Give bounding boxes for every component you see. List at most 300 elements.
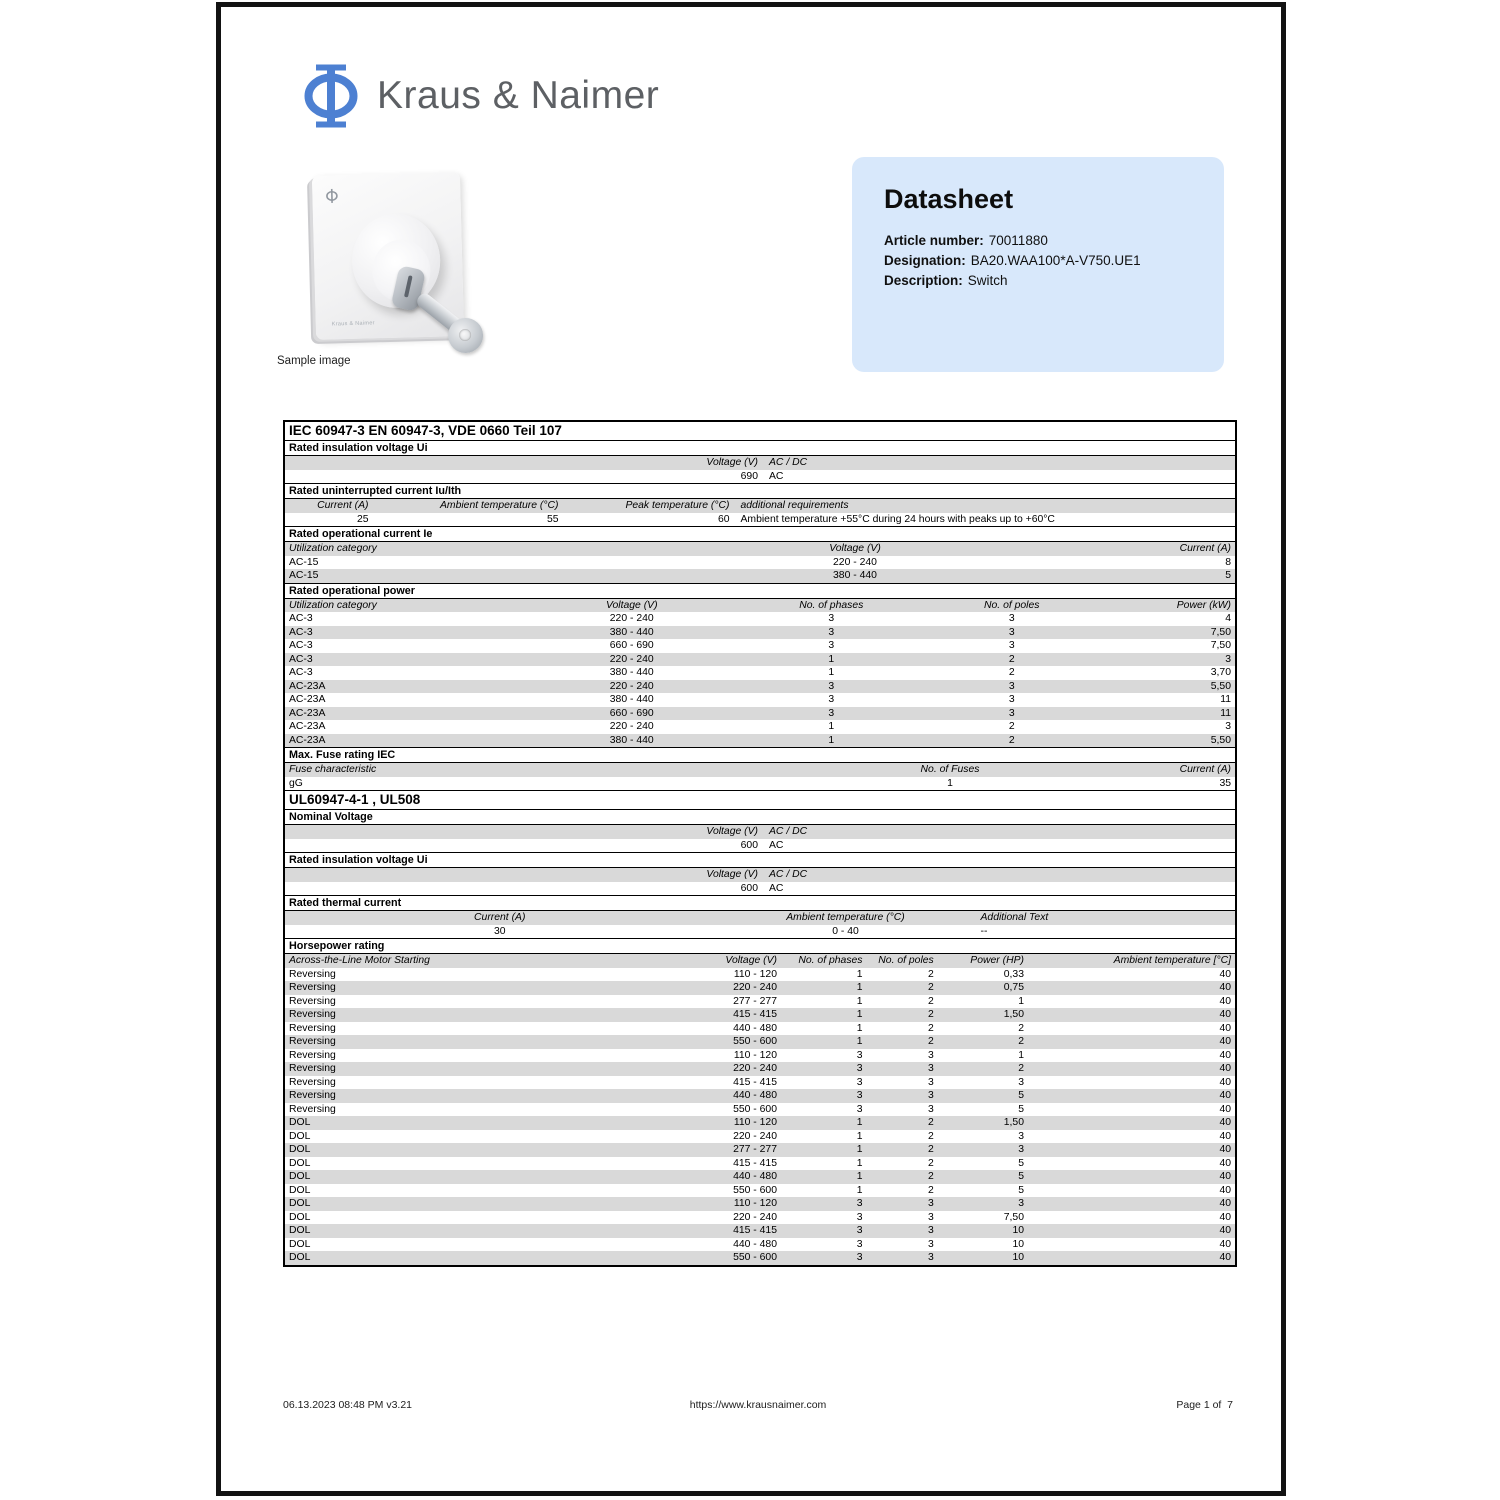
table-cell: 1: [856, 1184, 863, 1196]
table-cell: 2: [1008, 653, 1015, 665]
table-cell: Reversing: [289, 982, 336, 993]
table-row: [285, 882, 1235, 896]
table-cell: 1: [856, 968, 863, 980]
table-cell: 40: [1219, 1103, 1231, 1115]
table-row: [285, 995, 1235, 1009]
table-row: [285, 1211, 1235, 1225]
table-cell: 440 - 480: [733, 1090, 777, 1101]
table-cell: AC-15: [289, 570, 319, 581]
table-cell: 2: [927, 1009, 934, 1020]
table-cell: 3: [1018, 1198, 1024, 1209]
plate-brand-text: Kraus & Naimer: [331, 320, 375, 328]
table-cell: 220 - 240: [733, 1211, 777, 1223]
table-cell: 3: [1008, 613, 1015, 624]
table-cell: No. of phases: [799, 599, 864, 611]
table-cell: Reversing: [289, 1049, 336, 1061]
table-cell: 0,33: [1003, 968, 1024, 980]
table-row: [285, 720, 1235, 734]
table-cell: 1: [856, 1009, 863, 1020]
table-cell: 40: [1219, 1252, 1231, 1263]
table-cell: Reversing: [289, 995, 336, 1007]
table-cell: DOL: [289, 1130, 311, 1142]
table-row: [285, 1157, 1235, 1171]
document-page: [216, 2, 1286, 1496]
designation-value: BA20.WAA100*A-V750.UE1: [970, 253, 1141, 268]
table-cell: Voltage (V): [706, 457, 758, 468]
table-cell: AC-3: [289, 640, 313, 651]
table-row: [285, 556, 1235, 570]
datasheet-title: Datasheet: [884, 184, 1014, 214]
table-cell: 4: [1225, 613, 1231, 624]
table-cell: gG: [289, 777, 303, 789]
table-cell: 600: [740, 839, 758, 851]
table-cell: 550 - 600: [733, 1036, 777, 1047]
table-cell: DOL: [289, 1171, 311, 1182]
table-cell: No. of poles: [878, 955, 934, 966]
table-cell: 3: [856, 1211, 863, 1223]
table-cell: 40: [1219, 1198, 1231, 1209]
kraus-naimer-phi-icon: [303, 63, 359, 129]
table-cell: 5,50: [1210, 680, 1231, 692]
product-photo: [302, 168, 474, 354]
footer-page-number: Page 1 of 7: [1176, 1399, 1234, 1411]
table-cell: 550 - 600: [733, 1184, 777, 1196]
table-cell: 110 - 120: [733, 1198, 777, 1209]
table-cell: 3: [856, 1103, 863, 1115]
table-cell: AC-23A: [289, 721, 326, 732]
table-cell: 7,50: [1210, 640, 1231, 651]
table-section-title: Rated insulation voltage Ui: [285, 852, 1235, 868]
table-cell: AC / DC: [769, 826, 808, 837]
table-cell: AC-15: [289, 556, 319, 568]
table-cell: Power (HP): [970, 955, 1024, 966]
table-row: [285, 968, 1235, 982]
table-cell: AC-3: [289, 626, 313, 638]
table-cell: 2: [927, 1022, 934, 1034]
table-cell: Additional Text: [980, 912, 1049, 923]
table-row: [285, 707, 1235, 721]
table-row: [285, 1197, 1235, 1211]
table-row: [285, 693, 1235, 707]
table-cell: 40: [1219, 1090, 1231, 1101]
table-cell: 40: [1219, 1184, 1231, 1196]
table-cell: No. of Fuses: [920, 764, 980, 775]
table-cell: DOL: [289, 1238, 311, 1250]
table-row: [285, 1143, 1235, 1157]
table-cell: 3: [927, 1198, 934, 1209]
table-row: [285, 666, 1235, 680]
table-cell: 1,50: [1003, 1009, 1024, 1020]
table-cell: AC / DC: [769, 457, 808, 468]
table-cell: 3: [927, 1049, 934, 1061]
table-row: [285, 734, 1235, 748]
table-cell: 550 - 600: [733, 1252, 777, 1263]
table-row: [285, 1130, 1235, 1144]
table-cell: 1: [856, 1022, 863, 1034]
table-cell: 25: [356, 513, 369, 525]
table-cell: 415 - 415: [733, 1076, 777, 1088]
table-section-title: Rated operational current Ie: [285, 526, 1235, 542]
table-cell: 40: [1219, 1022, 1231, 1034]
key-head: [448, 318, 484, 354]
table-group-title: IEC 60947-3 EN 60947-3, VDE 0660 Teil 107: [285, 422, 1235, 441]
table-cell: 550 - 600: [733, 1103, 777, 1115]
table-row: [285, 612, 1235, 626]
table-cell: 2: [927, 982, 934, 993]
table-cell: AC-23A: [289, 694, 326, 705]
table-row: [285, 1035, 1235, 1049]
description-value: Switch: [967, 273, 1008, 288]
table-cell: 40: [1219, 1225, 1231, 1236]
table-cell: Reversing: [289, 1036, 336, 1047]
table-cell: 1: [828, 734, 835, 746]
table-cell: 415 - 415: [733, 1157, 777, 1169]
table-cell: Peak temperature (°C): [625, 500, 730, 511]
table-cell: 1: [856, 1144, 863, 1155]
table-cell: DOL: [289, 1184, 311, 1196]
table-cell: 40: [1219, 1036, 1231, 1047]
table-cell: 3: [927, 1225, 934, 1236]
table-cell: 3,70: [1210, 667, 1231, 678]
table-header-row: [285, 456, 1235, 470]
table-cell: Voltage (V): [706, 826, 758, 837]
table-cell: DOL: [289, 1157, 311, 1169]
table-row: [285, 1022, 1235, 1036]
table-header-row: [285, 825, 1235, 839]
table-cell: 3: [828, 613, 835, 624]
table-cell: Ambient temperature (°C): [440, 500, 559, 511]
table-cell: 40: [1219, 1238, 1231, 1250]
table-row: [285, 470, 1235, 484]
table-cell: 380 - 440: [609, 694, 654, 705]
table-cell: 380 - 440: [609, 667, 654, 678]
brand-logo: [303, 63, 659, 129]
table-cell: 2: [1008, 721, 1015, 732]
table-cell: Voltage (V): [725, 955, 777, 966]
table-row: [285, 680, 1235, 694]
table-cell: AC: [769, 470, 784, 482]
table-cell: Current (A): [1179, 764, 1231, 775]
brand-name: Kraus & Naimer: [377, 74, 660, 117]
table-cell: 3: [828, 694, 835, 705]
table-cell: 1: [947, 777, 953, 789]
table-cell: 3: [927, 1063, 934, 1074]
table-cell: AC-3: [289, 653, 313, 665]
page-footer: [283, 1399, 1233, 1411]
table-cell: 40: [1219, 1130, 1231, 1142]
table-cell: 2: [1018, 1063, 1024, 1074]
table-cell: DOL: [289, 1117, 311, 1128]
table-cell: 3: [828, 626, 835, 638]
table-cell: 380 - 440: [609, 734, 654, 746]
table-cell: 220 - 240: [609, 613, 654, 624]
table-cell: 220 - 240: [733, 982, 777, 993]
table-cell: 3: [1008, 626, 1015, 638]
table-cell: 220 - 240: [609, 721, 654, 732]
table-group-title: UL60947-4-1 , UL508: [285, 790, 1235, 810]
table-cell: 600: [740, 882, 758, 894]
table-cell: 60: [717, 513, 730, 525]
table-cell: 3: [927, 1211, 934, 1223]
table-cell: 415 - 415: [733, 1225, 777, 1236]
table-cell: 1: [856, 1036, 863, 1047]
table-cell: Utilization category: [289, 543, 377, 554]
table-row: [285, 1251, 1235, 1265]
table-cell: 3: [856, 1238, 863, 1250]
table-row: [285, 981, 1235, 995]
table-cell: 40: [1219, 1009, 1231, 1020]
table-section-title: Rated insulation voltage Ui: [285, 441, 1235, 456]
table-cell: 40: [1219, 1117, 1231, 1128]
article-number-label: Article number:: [884, 233, 984, 248]
table-cell: additional requirements: [740, 500, 849, 511]
table-cell: 40: [1219, 1063, 1231, 1074]
table-header-row: [285, 499, 1235, 513]
table-cell: Current (A): [1179, 543, 1231, 554]
table-section-title: Rated operational power: [285, 583, 1235, 599]
table-cell: 3: [856, 1252, 863, 1263]
table-row: [285, 839, 1235, 853]
table-cell: 5,50: [1210, 734, 1231, 746]
table-cell: 40: [1219, 1076, 1231, 1088]
table-cell: Power (kW): [1176, 599, 1231, 611]
table-cell: 1: [856, 1157, 863, 1169]
table-row: [285, 1116, 1235, 1130]
table-row: [285, 925, 1235, 939]
table-cell: 2: [927, 1157, 934, 1169]
table-cell: 11: [1220, 707, 1231, 719]
table-cell: 415 - 415: [733, 1009, 777, 1020]
table-cell: 3: [828, 707, 835, 719]
table-cell: 40: [1219, 1144, 1231, 1155]
table-cell: No. of phases: [798, 955, 863, 966]
table-cell: Current (A): [474, 912, 526, 923]
table-cell: 440 - 480: [733, 1022, 777, 1034]
table-cell: Reversing: [289, 1103, 336, 1115]
table-cell: 690: [740, 470, 758, 482]
table-cell: 3: [1225, 653, 1231, 665]
table-row: [285, 1076, 1235, 1090]
table-cell: 7,50: [1003, 1211, 1024, 1223]
table-cell: 40: [1219, 968, 1231, 980]
table-cell: Reversing: [289, 1090, 336, 1101]
table-cell: 3: [856, 1090, 863, 1101]
table-cell: 3: [927, 1090, 934, 1101]
table-row: [285, 513, 1235, 527]
table-cell: AC-23A: [289, 707, 326, 719]
table-cell: 5: [1018, 1090, 1024, 1101]
footer-timestamp: 06.13.2023 08:48 PM v3.21: [283, 1399, 413, 1411]
table-cell: Voltage (V): [605, 599, 658, 611]
table-header-row: [285, 763, 1235, 777]
table-cell: AC-23A: [289, 680, 326, 692]
table-cell: 3: [1008, 640, 1015, 651]
table-cell: 3: [856, 1049, 863, 1061]
table-header-row: [285, 868, 1235, 882]
description-row: [884, 271, 1204, 291]
datasheet-card: [852, 157, 1224, 372]
table-cell: 40: [1219, 1211, 1231, 1223]
table-cell: 5: [1018, 1184, 1024, 1196]
plate-phi-icon: [325, 188, 338, 203]
table-cell: Reversing: [289, 1063, 336, 1074]
table-cell: Reversing: [289, 1009, 336, 1020]
table-cell: 110 - 120: [733, 1049, 777, 1061]
table-cell: 3: [1008, 707, 1015, 719]
table-cell: DOL: [289, 1225, 311, 1236]
table-row: [285, 1062, 1235, 1076]
table-cell: 3: [927, 1076, 934, 1088]
table-cell: Ambient temperature [°C]: [1113, 955, 1231, 966]
table-cell: 1: [828, 667, 835, 678]
table-cell: 3: [856, 1225, 863, 1236]
table-cell: 2: [927, 1171, 934, 1182]
table-cell: Ambient temperature (°C): [786, 912, 905, 923]
table-cell: 40: [1219, 982, 1231, 993]
table-cell: 380 - 440: [833, 570, 877, 581]
table-cell: --: [980, 925, 988, 937]
table-cell: 3: [856, 1198, 863, 1209]
table-cell: 3: [927, 1103, 934, 1115]
table-cell: 5: [1018, 1171, 1024, 1182]
table-cell: 5: [1018, 1103, 1024, 1115]
table-cell: Fuse characteristic: [289, 764, 377, 775]
table-cell: 1: [856, 995, 863, 1007]
table-cell: Reversing: [289, 1022, 336, 1034]
table-cell: 3: [1225, 721, 1231, 732]
table-cell: Reversing: [289, 1076, 336, 1088]
table-section-title: Max. Fuse rating IEC: [285, 747, 1235, 763]
table-cell: 0 - 40: [832, 925, 859, 937]
table-cell: AC-23A: [289, 734, 326, 746]
table-cell: 1: [856, 1130, 863, 1142]
table-cell: 0,75: [1003, 982, 1024, 993]
table-cell: 110 - 120: [733, 968, 777, 980]
switch-plate: [312, 172, 464, 340]
table-row: [285, 639, 1235, 653]
table-cell: 40: [1219, 1171, 1231, 1182]
table-cell: 2: [927, 968, 934, 980]
table-cell: 3: [1008, 694, 1015, 705]
table-header-row: [285, 911, 1235, 925]
table-header-row: [285, 954, 1235, 968]
table-cell: 660 - 690: [609, 707, 654, 719]
table-cell: Ambient temperature +55°C during 24 hours with peaks up to +60°C: [740, 513, 1055, 525]
table-cell: 3: [828, 680, 835, 692]
table-row: [285, 569, 1235, 583]
table-cell: 1: [828, 721, 835, 732]
table-cell: 2: [927, 995, 934, 1007]
table-cell: 35: [1219, 777, 1231, 789]
table-cell: 8: [1225, 556, 1231, 568]
table-cell: 3: [1008, 680, 1015, 692]
table-cell: 7,50: [1210, 626, 1231, 638]
table-cell: 2: [927, 1184, 934, 1196]
table-cell: 3: [927, 1252, 934, 1263]
table-cell: Utilization category: [289, 599, 377, 611]
table-cell: 220 - 240: [733, 1063, 777, 1074]
table-section-title: Nominal Voltage: [285, 810, 1235, 825]
table-row: [285, 1170, 1235, 1184]
article-number-value: 70011880: [988, 233, 1048, 248]
table-row: [285, 1049, 1235, 1063]
table-cell: No. of poles: [984, 599, 1040, 611]
table-cell: 10: [1012, 1225, 1024, 1236]
table-cell: AC: [769, 839, 784, 851]
table-cell: 2: [927, 1144, 934, 1155]
table-cell: 380 - 440: [609, 626, 654, 638]
table-row: [285, 1008, 1235, 1022]
table-cell: Current (A): [317, 500, 369, 511]
table-cell: 110 - 120: [733, 1117, 777, 1128]
sample-image-caption: Sample image: [277, 355, 351, 367]
table-cell: 1: [856, 1117, 863, 1128]
table-cell: Voltage (V): [829, 543, 881, 554]
table-cell: Voltage (V): [706, 869, 758, 880]
table-cell: 220 - 240: [833, 556, 877, 568]
table-cell: 220 - 240: [609, 680, 654, 692]
article-number-row: [884, 231, 1204, 251]
table-cell: DOL: [289, 1252, 311, 1263]
table-cell: 440 - 480: [733, 1238, 777, 1250]
table-cell: 1: [828, 653, 835, 665]
table-cell: 40: [1219, 1157, 1231, 1169]
table-cell: 3: [856, 1063, 863, 1074]
table-cell: AC-3: [289, 613, 313, 624]
table-cell: 2: [1008, 667, 1015, 678]
table-cell: 30: [493, 925, 506, 937]
description-label: Description:: [884, 273, 963, 288]
table-cell: 2: [927, 1036, 934, 1047]
table-cell: AC-3: [289, 667, 313, 678]
table-cell: 40: [1219, 995, 1231, 1007]
table-cell: 220 - 240: [733, 1130, 777, 1142]
table-cell: 2: [1018, 1036, 1024, 1047]
table-row: [285, 626, 1235, 640]
table-cell: 3: [927, 1238, 934, 1250]
table-cell: 40: [1219, 1049, 1231, 1061]
table-cell: 3: [1018, 1144, 1024, 1155]
table-cell: 55: [546, 513, 559, 525]
designation-row: [884, 251, 1204, 271]
table-cell: Reversing: [289, 968, 336, 980]
table-cell: 5: [1018, 1157, 1024, 1169]
table-row: [285, 653, 1235, 667]
table-cell: DOL: [289, 1211, 311, 1223]
table-row: [285, 777, 1235, 791]
table-cell: 3: [1018, 1130, 1024, 1142]
table-cell: 277 - 277: [733, 1144, 777, 1155]
table-cell: 2: [927, 1117, 934, 1128]
designation-label: Designation:: [884, 253, 966, 268]
table-cell: 1: [856, 1171, 863, 1182]
table-cell: 220 - 240: [609, 653, 654, 665]
table-cell: 440 - 480: [733, 1171, 777, 1182]
table-cell: 1: [1018, 995, 1024, 1007]
table-header-row: [285, 599, 1235, 613]
table-cell: Across-the-Line Motor Starting: [289, 955, 430, 966]
table-cell: 3: [1018, 1076, 1024, 1088]
table-cell: DOL: [289, 1198, 311, 1209]
table-cell: 2: [1008, 734, 1015, 746]
table-cell: 10: [1012, 1252, 1024, 1263]
table-cell: 3: [856, 1076, 863, 1088]
table-row: [285, 1089, 1235, 1103]
table-cell: 5: [1225, 570, 1231, 581]
table-cell: 277 - 277: [733, 995, 777, 1007]
footer-url[interactable]: https://www.krausnaimer.com: [689, 1399, 827, 1411]
table-section-title: Rated thermal current: [285, 895, 1235, 911]
